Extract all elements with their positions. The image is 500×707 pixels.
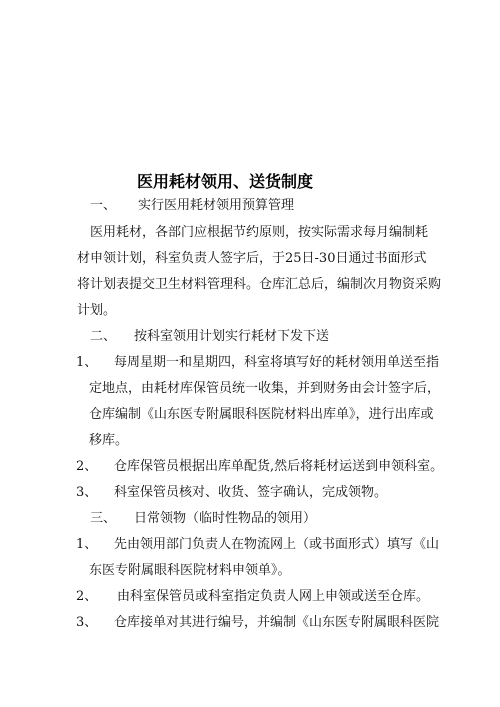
section2-item3-line: 科室保管员核对、收货、签字确认，完成领物。 bbox=[114, 485, 388, 500]
section1-heading: 实行医用耗材领用预算管理 bbox=[138, 198, 295, 213]
section1-heading-line bbox=[90, 197, 294, 215]
section2-item2-line: 仓库保管员根据出库单配货,然后将耗材运送到申领科室。 bbox=[114, 459, 444, 474]
section2-item1-line: 移库。 bbox=[89, 433, 129, 448]
document-title: 医用耗材领用、送货制度 bbox=[137, 172, 314, 191]
section3-item1-number: 1、 bbox=[76, 537, 98, 552]
section2-heading-line bbox=[90, 328, 329, 346]
section3-item1-line: 先由领用部门负责人在物流网上（或书面形式）填写《山 bbox=[114, 537, 440, 552]
section2-item1-number: 1、 bbox=[76, 355, 98, 370]
section3-item3-number: 3、 bbox=[76, 615, 98, 630]
section3-item3-line: 仓库接单对其进行编号，并编制《山东医专附属眼科医院 bbox=[114, 615, 440, 630]
section3-item1-line: 东医专附属眼科医院材料申领单》。 bbox=[89, 563, 291, 578]
section1-number: 一、 bbox=[90, 198, 117, 213]
section3-heading: 日常领物（临时性物品的领用） bbox=[134, 511, 317, 526]
section2-item1-line: 定地点，由耗材库保管员统一收集，并到财务由会计签字后， bbox=[89, 381, 441, 396]
section2-item1-line: 每周星期一和星期四，科室将填写好的耗材领用单送至指 bbox=[114, 355, 440, 370]
section2-number: 二、 bbox=[90, 329, 117, 344]
section1-para-line: 计划。 bbox=[77, 303, 117, 318]
section1-para-line: 医用耗材，各部门应根据节约原则，按实际需求每月编制耗 bbox=[90, 225, 429, 240]
section1-para-line: 材申领计划，科室负责人签字后，于25日-30日通过书面形式 bbox=[77, 251, 427, 266]
section3-number: 三、 bbox=[90, 511, 117, 526]
section3-heading-line bbox=[90, 510, 316, 528]
section3-item2-number: 2、 bbox=[76, 589, 98, 604]
section2-heading: 按科室领用计划实行耗材下发下送 bbox=[134, 329, 330, 344]
section2-item3-number: 3、 bbox=[76, 485, 98, 500]
section3-item2-line: 由科室保管员或科室指定负责人网上申领或送至仓库。 bbox=[117, 589, 430, 604]
section1-para-line: 将计划表提交卫生材料管理科。仓库汇总后，编制次月物资采购 bbox=[77, 277, 442, 292]
section2-item2-number: 2、 bbox=[76, 459, 98, 474]
section2-item1-line: 仓库编制《山东医专附属眼科医院材料出库单》，进行出库或 bbox=[89, 407, 434, 422]
